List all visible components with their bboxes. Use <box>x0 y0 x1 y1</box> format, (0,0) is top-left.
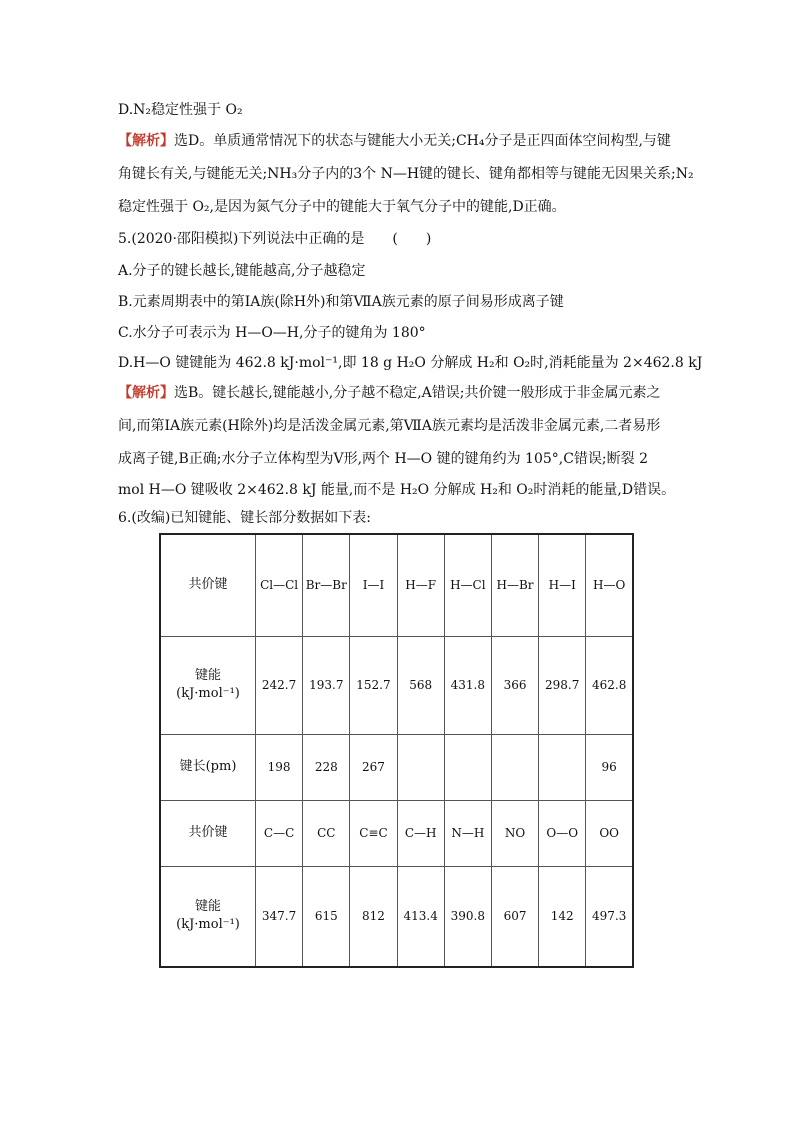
table-cell: 568 <box>397 636 444 734</box>
analysis-tag: 【解析】 <box>118 385 174 401</box>
analysis-text: 选B。键长越长,键能越小,分子越不稳定,A错误;共价键一般形成于非金属元素之 <box>174 385 661 401</box>
row-header <box>160 636 256 734</box>
table-cell: 298.7 <box>539 636 586 734</box>
table-cell: 366 <box>491 636 538 734</box>
table-cell: 431.8 <box>444 636 491 734</box>
row-header-unit: (kJ·mol⁻¹) <box>176 686 240 701</box>
table-cell: H—O <box>586 534 633 636</box>
question-6-stem: 6.(改编)已知键能、键长部分数据如下表: <box>118 510 371 526</box>
table-cell: CC <box>303 800 350 866</box>
table-cell: C≡C <box>350 800 397 866</box>
table-cell: 198 <box>256 734 303 800</box>
analysis-q5-line-3: 成离子键,B正确;水分子立体构型为V形,两个 H—O 键的键角约为 105°,C错误;断裂 2 <box>118 451 649 467</box>
table-cell: Cl—Cl <box>256 534 303 636</box>
table-cell: 267 <box>350 734 397 800</box>
table-cell: C—H <box>397 800 444 866</box>
row-header: 共价键 <box>160 800 256 866</box>
table-cell: OO <box>586 800 633 866</box>
analysis-q5-line-4: mol H—O 键吸收 2×462.8 kJ 能量,而不是 H₂O 分解成 H₂和 O₂时消耗的能量,D错误。 <box>118 482 676 498</box>
table-cell: H—I <box>539 534 586 636</box>
table-row <box>160 534 633 636</box>
option-d-q5: D.H—O 键键能为 462.8 kJ·mol⁻¹,即 18 g H₂O 分解成 H₂和 O₂时,消耗能量为 2×462.8 kJ <box>118 355 703 371</box>
table-cell: 193.7 <box>303 636 350 734</box>
table-cell: 228 <box>303 734 350 800</box>
table-cell: 497.3 <box>586 866 633 967</box>
table-cell: H—Br <box>491 534 538 636</box>
table-row <box>160 800 633 866</box>
table-cell: NO <box>491 800 538 866</box>
table-cell: O—O <box>539 800 586 866</box>
table-cell: 615 <box>303 866 350 967</box>
table-cell <box>491 734 538 800</box>
option-b-q5: B.元素周期表中的第ⅠA族(除H外)和第ⅦA族元素的原子间易形成离子键 <box>118 294 564 310</box>
analysis-q4-line-1 <box>118 131 678 151</box>
row-header-label: 键能 <box>194 899 221 915</box>
analysis-q5-line-2: 间,而第ⅠA族元素(H除外)均是活泼金属元素,第ⅦA族元素均是活泼非金属元素,二者易形 <box>118 418 661 434</box>
table-cell: N—H <box>444 800 491 866</box>
table-cell: C—C <box>256 800 303 866</box>
table-cell: I—I <box>350 534 397 636</box>
row-header <box>160 866 256 967</box>
analysis-q5-line-1 <box>118 383 678 403</box>
row-header: 键长(pm) <box>160 734 256 800</box>
table-cell: 390.8 <box>444 866 491 967</box>
table-cell: Br—Br <box>303 534 350 636</box>
table-cell: 152.7 <box>350 636 397 734</box>
table-cell: H—Cl <box>444 534 491 636</box>
table-row <box>160 866 633 967</box>
table-cell: 413.4 <box>397 866 444 967</box>
analysis-q4-line-2: 角键长有关,与键能无关;NH₃分子内的3个 N—H键的键长、键角都相等与键能无因果关系;N₂ <box>118 166 694 182</box>
option-c-q5: C.水分子可表示为 H—O—H,分子的键角为 180° <box>118 325 426 341</box>
row-header-label: 键能 <box>194 668 221 683</box>
option-a-q5: A.分子的键长越长,键能越高,分子越稳定 <box>118 263 366 279</box>
table-cell <box>539 734 586 800</box>
option-d-q4: D.N₂稳定性强于 O₂ <box>118 102 243 118</box>
analysis-tag: 【解析】 <box>118 133 174 149</box>
table-cell: 812 <box>350 866 397 967</box>
table-cell: 347.7 <box>256 866 303 967</box>
table-cell <box>397 734 444 800</box>
table-cell: 242.7 <box>256 636 303 734</box>
table-cell: H—F <box>397 534 444 636</box>
table-cell: 462.8 <box>586 636 633 734</box>
table-cell: 96 <box>586 734 633 800</box>
bond-data-table <box>159 533 634 968</box>
row-header: 共价键 <box>160 534 256 636</box>
analysis-q4-line-3: 稳定性强于 O₂,是因为氮气分子中的键能大于氧气分子中的键能,D正确。 <box>118 199 566 215</box>
question-5-stem: 5.(2020·邵阳模拟)下列说法中正确的是 ( ) <box>118 231 432 247</box>
table-cell: 607 <box>491 866 538 967</box>
table-cell <box>444 734 491 800</box>
analysis-text: 选D。单质通常情况下的状态与键能大小无关;CH₄分子是正四面体空间构型,与键 <box>174 133 671 149</box>
table-cell: 142 <box>539 866 586 967</box>
row-header-unit: (kJ·mol⁻¹) <box>176 917 240 933</box>
table-row <box>160 734 633 800</box>
table-row <box>160 636 633 734</box>
